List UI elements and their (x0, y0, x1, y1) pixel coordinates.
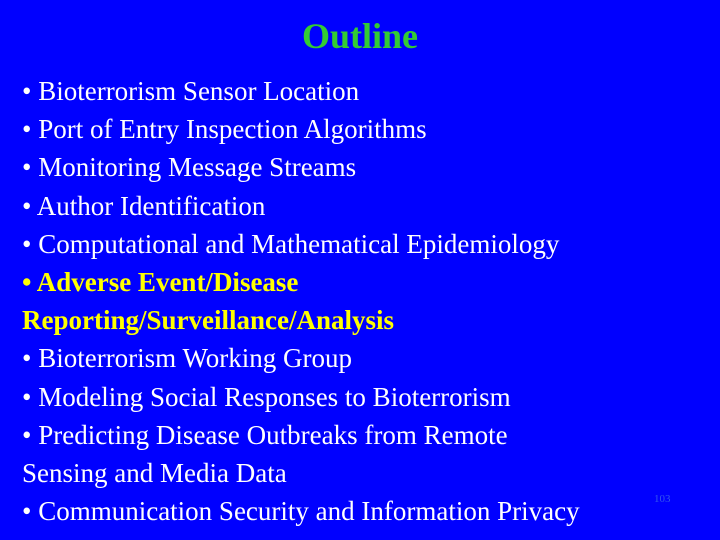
bullet-port-of-entry: • Port of Entry Inspection Algorithms (22, 114, 427, 145)
bullet-predicting-outbreaks-line1: • Predicting Disease Outbreaks from Remote (22, 419, 508, 450)
bullet-predicting-outbreaks-line2: Sensing and Media Data (22, 458, 287, 489)
bullet-adverse-event-line2: Reporting/Surveillance/Analysis (22, 305, 395, 336)
bullet-message-streams: • Monitoring Message Streams (22, 152, 357, 183)
bullet-sensor-location: • Bioterrorism Sensor Location (22, 76, 360, 106)
bullet-working-group: • Bioterrorism Working Group (22, 343, 352, 374)
bullet-communication-security: • Communication Security and Information Privacy (22, 496, 580, 527)
bullet-adverse-event-line1: • Adverse Event/Disease (22, 267, 299, 298)
bullet-list (22, 72, 712, 530)
bullet-author-identification: • Author Identification (22, 190, 266, 221)
bullet-epidemiology: • Computational and Mathematical Epidemiology (22, 228, 560, 259)
slide-number: 103 (654, 493, 671, 505)
slide-title: Outline (301, 16, 418, 56)
bullet-social-responses: • Modeling Social Responses to Bioterrorism (22, 381, 511, 412)
